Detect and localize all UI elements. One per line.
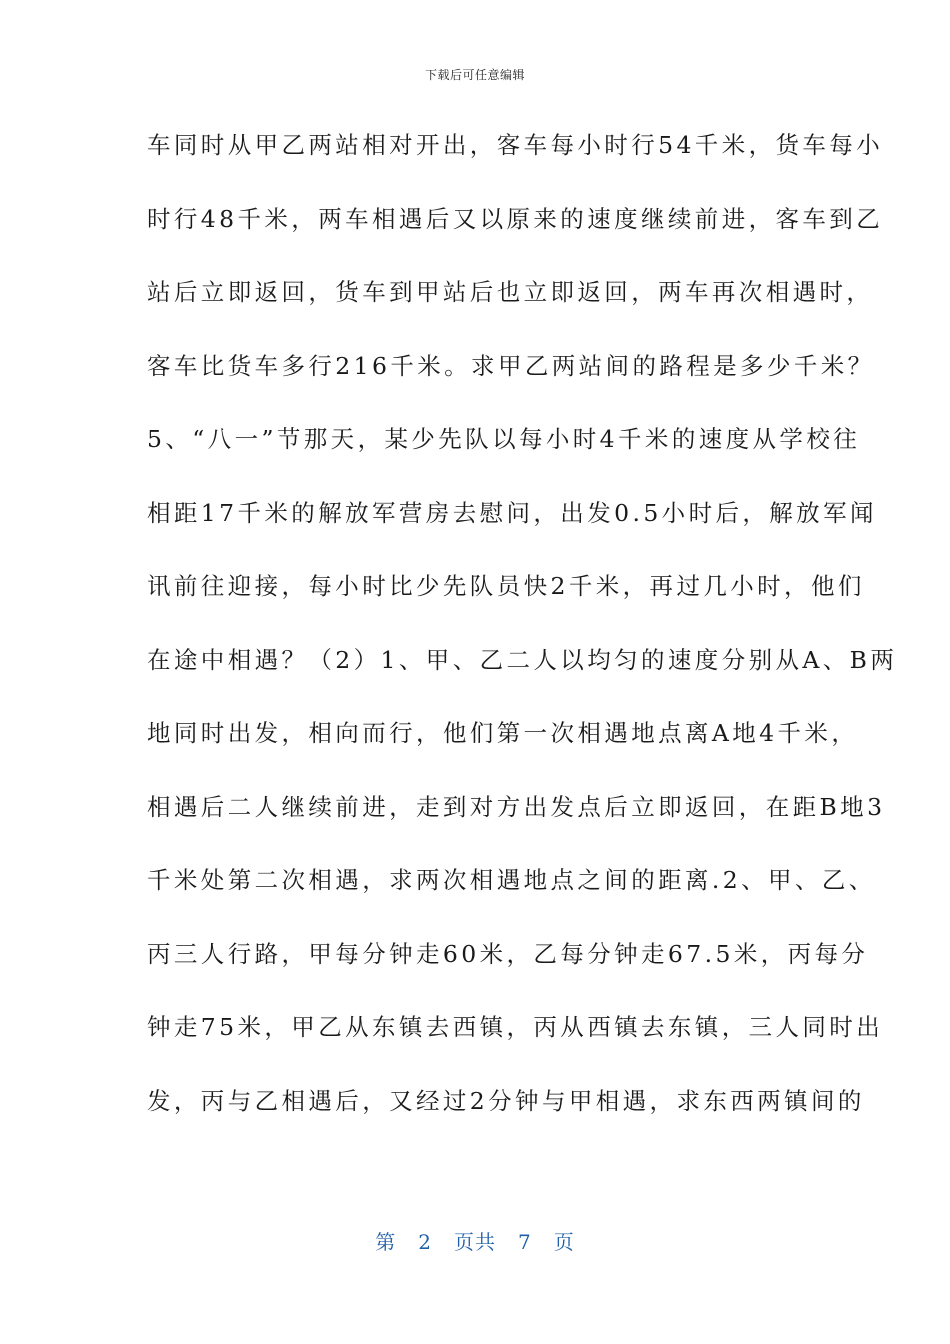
text-line: 发，丙与乙相遇后，又经过2分钟与甲相遇，求东西两镇间的 xyxy=(147,1086,865,1115)
footer-prefix: 第 xyxy=(375,1230,397,1254)
footer-middle: 页共 xyxy=(454,1230,496,1254)
header-note: 下载后可任意编辑 xyxy=(424,68,525,82)
text-line: 相遇后二人继续前进，走到对方出发点后立即返回，在距B地3 xyxy=(147,792,886,821)
text-line: 讯前往迎接，每小时比少先队员快2千米，再过几小时，他们 xyxy=(147,572,865,600)
text-line: 时行48千米，两车相遇后又以原来的速度继续前进，客车到乙 xyxy=(147,204,884,233)
text-line: 5、“八一”节那天，某少先队以每小时4千米的速度从学校往 xyxy=(147,425,861,453)
text-line: 相距17千米的解放军营房去慰问，出发0.5小时后，解放军闻 xyxy=(147,498,877,527)
text-line: 千米处第二次相遇，求两次相遇地点之间的距离.2、甲、乙、 xyxy=(147,866,876,894)
text-line: 车同时从甲乙两站相对开出，客车每小时行54千米，货车每小 xyxy=(147,131,884,159)
text-line: 丙三人行路，甲每分钟走60米，乙每分钟走67.5米，丙每分 xyxy=(147,939,869,968)
footer-suffix: 页 xyxy=(553,1230,575,1254)
text-line: 在途中相遇？（2）1、甲、乙二人以均匀的速度分别从A、B两 xyxy=(147,645,898,674)
text-line: 钟走75米，甲乙从东镇去西镇，丙从西镇去东镇，三人同时出 xyxy=(147,1013,884,1041)
total-pages-number: 7 xyxy=(518,1230,532,1254)
current-page-number: 2 xyxy=(418,1230,432,1254)
text-line: 站后立即返回，货车到甲站后也立即返回，两车再次相遇时， xyxy=(147,278,874,306)
body-text xyxy=(147,118,898,1147)
text-line: 客车比货车多行216千米。求甲乙两站间的路程是多少千米？ xyxy=(147,351,875,380)
text-line: 地同时出发，相向而行，他们第一次相遇地点离A地4千米， xyxy=(147,719,859,747)
page-footer xyxy=(0,1226,950,1255)
